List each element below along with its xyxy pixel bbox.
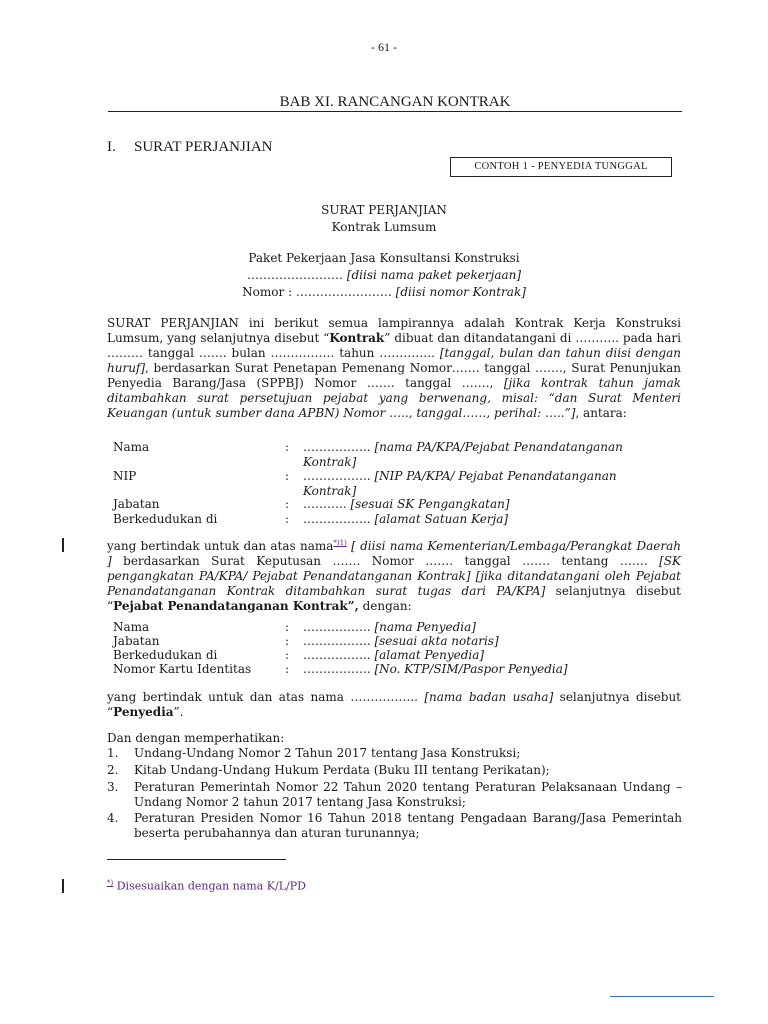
party2-colon: : — [285, 662, 290, 676]
party2-label: Nomor Kartu Identitas — [113, 662, 252, 676]
party1-value — [303, 497, 633, 512]
footnote-ref-number[interactable]: 1) — [339, 539, 347, 547]
list-item-number: 1. — [107, 746, 119, 760]
section-number: I. — [107, 139, 116, 155]
party1-dots: …………….. — [303, 512, 375, 526]
agreement-title: SURAT PERJANJIAN — [321, 203, 447, 217]
acting2-italic: [nama badan usaha] — [424, 690, 554, 704]
considering-intro: Dan dengan memperhatikan: — [107, 731, 285, 745]
party1-label: Nama — [113, 440, 150, 454]
party2-dots: …………….. — [303, 620, 375, 634]
acting2-bold-penyedia: Penyedia — [113, 705, 174, 719]
contract-number-placeholder: [diisi nomor Kontrak] — [395, 285, 526, 299]
party2-dots: …………….. — [303, 662, 375, 676]
agreement-subtitle: Kontrak Lumsum — [331, 220, 437, 234]
party2-dots: …………….. — [303, 648, 375, 662]
party1-dots: ……….. — [303, 497, 351, 511]
intro-bold-kontrak: Kontrak — [329, 331, 385, 345]
package-name-dots: …………………… — [246, 268, 347, 282]
acting-on-behalf-paragraph — [107, 536, 681, 614]
acting1-text-2: berdasarkan Surat Keputusan ……. Nomor ……. tanggal ……. tentang ……. — [111, 554, 660, 568]
footnote — [107, 879, 306, 893]
party1-dots: …………….. — [303, 469, 375, 483]
footnote-ref-mark[interactable]: *) — [333, 539, 340, 547]
section-title: SURAT PERJANJIAN — [134, 139, 273, 155]
list-item-number: 2. — [107, 763, 119, 777]
party2-placeholder: [alamat Penyedia] — [374, 648, 485, 662]
page-number: - 61 - — [371, 40, 397, 54]
acting2-text-2: selanjutnya disebut “ — [107, 690, 681, 719]
revision-change-bar — [62, 538, 64, 552]
party2-label: Jabatan — [113, 634, 160, 648]
acting2-text-3: ”. — [173, 705, 184, 719]
party2-value — [303, 620, 633, 635]
acting1-italic-1: [ diisi nama Kementerian/Lembaga/Perangkat Daerah ] — [107, 539, 681, 568]
party2-dots: …………….. — [303, 634, 375, 648]
party1-value — [303, 512, 633, 527]
party1-label: Berkedudukan di — [113, 512, 218, 526]
party2-placeholder: [nama Penyedia] — [374, 620, 476, 634]
party2-value — [303, 648, 633, 663]
acting1-text-3: selanjutnya disebut “ — [107, 584, 681, 613]
list-item-text: Peraturan Pemerintah Nomor 22 Tahun 2020 tentang Peraturan Pelaksanaan Undang – Undang Nomor 2 tahun 2017 tentang Jasa Konstruksi; — [134, 780, 682, 809]
intro-text-4: , antara: — [575, 406, 627, 420]
section-heading — [107, 139, 273, 156]
party2-colon: : — [285, 620, 290, 634]
intro-text-2: ” dibuat dan ditandatangani di ……….. pada hari ……… tanggal ……. bulan ……………. tahun ………….. — [107, 331, 681, 360]
footnote-mark: *) — [107, 879, 114, 887]
provider-acting-paragraph — [107, 690, 681, 720]
party1-colon: : — [285, 497, 290, 511]
footnote-separator — [107, 859, 286, 860]
chapter-title: BAB XI. RANCANGAN KONTRAK — [279, 94, 511, 110]
party2-value — [303, 662, 633, 677]
list-item-text: Peraturan Presiden Nomor 16 Tahun 2018 tentang Pengadaan Barang/Jasa Pemerintah beserta perubahannya dan aturan turunannya; — [134, 811, 682, 840]
acting2-text-1: yang bertindak untuk dan atas nama …………….. — [107, 690, 425, 704]
party2-placeholder: [No. KTP/SIM/Paspor Penyedia] — [374, 662, 568, 676]
intro-italic-2: [jika kontrak tahun jamak ditambahkan surat persetujuan pejabat yang berwenang, misal: “dan Surat Menteri Keuangan (untuk sumber dana APBN) Nomor ….., tanggal……, perihal: …..”] — [107, 376, 681, 420]
package-type: Paket Pekerjaan Jasa Konsultansi Konstruksi — [248, 251, 520, 265]
party1-placeholder: [alamat Satuan Kerja] — [374, 512, 509, 526]
package-name-line — [0, 267, 768, 284]
package-name-placeholder: [diisi nama paket pekerjaan] — [346, 268, 522, 282]
party1-placeholder: [sesuai SK Pengangkatan] — [350, 497, 510, 511]
party2-colon: : — [285, 648, 290, 662]
party1-value — [303, 469, 633, 499]
party1-label: NIP — [113, 469, 137, 483]
acting1-italic-2: [SK pengangkatan PA/KPA/ Pejabat Penandatanganan Kontrak] [jika ditandatangani oleh Pejabat Penandatanganan Kontrak ditambahkan surat tugas dari PA/KPA] — [107, 554, 681, 598]
party1-colon: : — [285, 469, 290, 483]
party1-colon: : — [285, 440, 290, 454]
list-item-text: Kitab Undang-Undang Hukum Perdata (Buku III tentang Perikatan); — [134, 763, 550, 777]
intro-italic-1: [tanggal, bulan dan tahun diisi dengan huruf] — [107, 346, 682, 375]
acting1-bold-ppk: Pejabat Penandatanganan Kontrak”, — [113, 599, 359, 613]
acting1-text-4: dengan: — [358, 599, 412, 613]
party1-dots: …………….. — [303, 440, 375, 454]
intro-text-1: SURAT PERJANJIAN ini berikut semua lampirannya adalah Kontrak Kerja Konstruksi Lumsum, yang selanjutnya disebut “ — [107, 316, 681, 345]
party1-label: Jabatan — [113, 497, 160, 511]
party2-label: Berkedudukan di — [113, 648, 218, 662]
footnote-text: Disesuaikan dengan nama K/L/PD — [113, 879, 306, 893]
list-item-text: Undang-Undang Nomor 2 Tahun 2017 tentang Jasa Konstruksi; — [134, 746, 521, 760]
contract-number-prefix: Nomor : …………………… — [242, 285, 396, 299]
list-item-number: 4. — [107, 811, 119, 825]
party2-value — [303, 634, 633, 649]
intro-paragraph — [107, 316, 681, 421]
party1-colon: : — [285, 512, 290, 526]
party1-value — [303, 440, 633, 470]
revision-change-bar — [62, 879, 64, 893]
chapter-title-rule — [108, 111, 682, 112]
party2-colon: : — [285, 634, 290, 648]
party1-placeholder: [nama PA/KPA/Pejabat Penandatanganan Kontrak] — [303, 440, 623, 469]
intro-text-3: , berdasarkan Surat Penetapan Pemenang Nomor……. tanggal ……., Surat Penunjukan Penyedia Barang/Jasa (SPPBJ) Nomor ……. tanggal ……., — [107, 361, 681, 390]
party1-placeholder: [NIP PA/KPA/ Pejabat Penandatanganan Kontrak] — [303, 469, 617, 498]
contract-number-line — [0, 284, 768, 301]
list-item-number: 3. — [107, 780, 119, 794]
party2-label: Nama — [113, 620, 150, 634]
acting1-text-1: yang bertindak untuk dan atas nama — [107, 539, 334, 553]
party2-placeholder: [sesuai akta notaris] — [374, 634, 499, 648]
contoh-label-box: CONTOH 1 - PENYEDIA TUNGGAL — [450, 157, 672, 177]
blue-rule — [610, 996, 714, 997]
